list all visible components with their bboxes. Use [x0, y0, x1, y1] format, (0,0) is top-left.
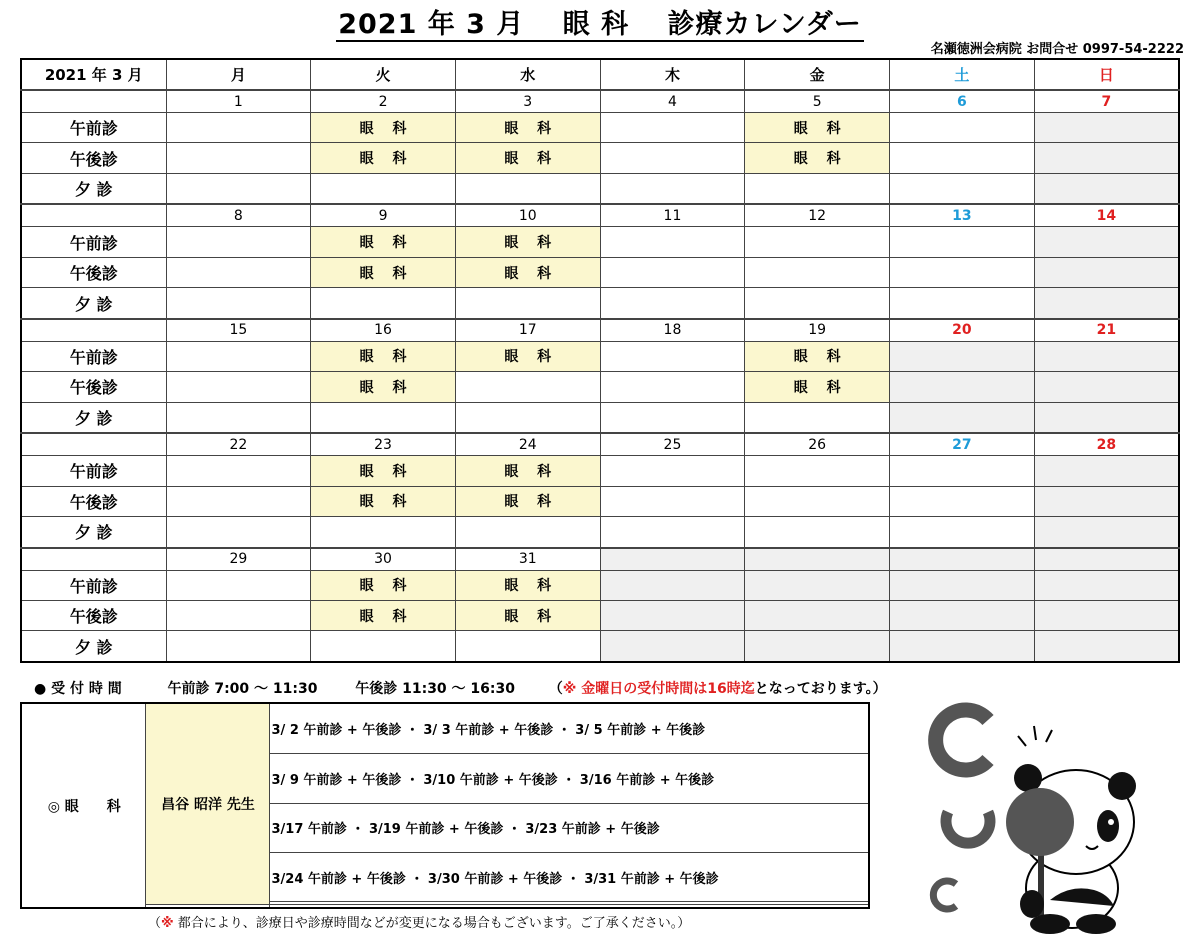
date-cell: 5 — [745, 90, 890, 113]
landolt-c-icon — [933, 710, 990, 909]
slot-cell — [166, 402, 311, 433]
footer-note-mark: ※ — [161, 916, 174, 931]
closed-cell — [1034, 257, 1179, 287]
closed-cell — [600, 631, 745, 662]
slot-cell — [890, 143, 1035, 173]
date-cell: 12 — [745, 204, 890, 227]
date-cell: 2 — [311, 90, 456, 113]
date-cell: 3 — [455, 90, 600, 113]
slot-cell — [745, 402, 890, 433]
closed-cell — [1034, 631, 1179, 662]
panda-icon — [1006, 726, 1136, 934]
date-cell: 9 — [311, 204, 456, 227]
slot-cell — [311, 173, 456, 204]
slot-cell — [890, 517, 1035, 548]
slot-cell — [600, 402, 745, 433]
date-row — [21, 90, 1179, 113]
slot-cell — [455, 631, 600, 662]
reception-note-rest: となっております。） — [754, 681, 887, 697]
page-title — [0, 2, 1200, 41]
clinic-open-cell: 眼 科 — [455, 257, 600, 287]
date-cell: 26 — [745, 433, 890, 456]
reception-hours-label: ● 受 付 時 間 — [34, 681, 122, 697]
date-cell: 28 — [1034, 433, 1179, 456]
date-cell: 17 — [455, 319, 600, 342]
clinic-open-cell: 眼 科 — [455, 113, 600, 143]
slot-row-pm — [21, 372, 1179, 402]
slot-cell — [600, 517, 745, 548]
closed-cell — [1034, 570, 1179, 600]
slot-cell — [600, 173, 745, 204]
slot-cell — [600, 227, 745, 257]
blank-cell — [21, 548, 166, 571]
calendar-table — [20, 58, 1180, 663]
clinic-open-cell: 眼 科 — [455, 456, 600, 486]
schedule-line: 3/17 午前診 ・ 3/19 午前診 + 午後診 ・ 3/23 午前診 + 午後診 — [269, 803, 869, 852]
slot-cell — [600, 113, 745, 143]
slot-cell — [890, 227, 1035, 257]
date-cell: 19 — [745, 319, 890, 342]
slot-cell — [890, 113, 1035, 143]
slot-cell — [166, 456, 311, 486]
closed-cell — [890, 402, 1035, 433]
slot-row-am — [21, 341, 1179, 371]
slot-cell — [600, 486, 745, 516]
closed-cell — [1034, 600, 1179, 630]
closed-cell — [1034, 486, 1179, 516]
clinic-open-cell: 眼 科 — [745, 341, 890, 371]
date-row — [21, 548, 1179, 571]
slot-cell — [455, 517, 600, 548]
slot-cell — [890, 173, 1035, 204]
date-cell: 29 — [166, 548, 311, 571]
clinic-open-cell: 眼 科 — [455, 486, 600, 516]
clinic-open-cell: 眼 科 — [745, 143, 890, 173]
slot-label-pm: 午後診 — [21, 372, 166, 402]
closed-cell — [1034, 173, 1179, 204]
clinic-open-cell: 眼 科 — [311, 143, 456, 173]
slot-label-evening: 夕 診 — [21, 402, 166, 433]
slot-cell — [455, 372, 600, 402]
slot-label-evening: 夕 診 — [21, 517, 166, 548]
slot-label-evening: 夕 診 — [21, 173, 166, 204]
slot-label-evening: 夕 診 — [21, 288, 166, 319]
clinic-open-cell: 眼 科 — [311, 113, 456, 143]
closed-cell — [1034, 341, 1179, 371]
slot-label-am: 午前診 — [21, 113, 166, 143]
clinic-open-cell: 眼 科 — [311, 257, 456, 287]
closed-cell — [890, 631, 1035, 662]
date-row — [21, 319, 1179, 342]
closed-cell — [890, 341, 1035, 371]
date-cell: 31 — [455, 548, 600, 571]
date-cell: 1 — [166, 90, 311, 113]
closed-cell — [1034, 288, 1179, 319]
date-cell: 18 — [600, 319, 745, 342]
slot-label-am: 午前診 — [21, 341, 166, 371]
slot-cell — [166, 173, 311, 204]
slot-cell — [600, 143, 745, 173]
doctor-name: 昌谷 昭洋 先生 — [145, 703, 269, 904]
date-cell: 6 — [890, 90, 1035, 113]
closed-cell — [1034, 517, 1179, 548]
slot-cell — [166, 113, 311, 143]
weekday-thu: 木 — [600, 59, 745, 90]
footer-note — [148, 912, 690, 931]
date-cell: 30 — [311, 548, 456, 571]
slot-cell — [166, 517, 311, 548]
slot-cell — [455, 173, 600, 204]
schedule-line: 3/ 2 午前診 + 午後診 ・ 3/ 3 午前診 + 午後診 ・ 3/ 5 午前診 + 午後診 — [269, 703, 869, 754]
blank-cell — [21, 433, 166, 456]
weekday-fri: 金 — [745, 59, 890, 90]
date-cell: 13 — [890, 204, 1035, 227]
slot-row-pm — [21, 600, 1179, 630]
calendar-header-row — [21, 59, 1179, 90]
clinic-open-cell: 眼 科 — [455, 600, 600, 630]
closed-cell — [1034, 227, 1179, 257]
clinic-open-cell: 眼 科 — [745, 372, 890, 402]
closed-cell — [1034, 548, 1179, 571]
slot-row-evening — [21, 517, 1179, 548]
slot-cell — [166, 143, 311, 173]
weekday-sun: 日 — [1034, 59, 1179, 90]
weekday-sat: 土 — [890, 59, 1035, 90]
date-cell: 24 — [455, 433, 600, 456]
closed-cell — [1034, 402, 1179, 433]
footer-note-open: （ — [148, 916, 162, 931]
date-cell: 27 — [890, 433, 1035, 456]
reception-note-friday: ※ 金曜日の受付時間は16時迄 — [562, 681, 755, 697]
closed-cell — [1034, 372, 1179, 402]
slot-cell — [166, 288, 311, 319]
slot-cell — [166, 570, 311, 600]
slot-cell — [745, 456, 890, 486]
date-cell: 15 — [166, 319, 311, 342]
slot-row-am — [21, 570, 1179, 600]
slot-cell — [745, 173, 890, 204]
date-cell: 22 — [166, 433, 311, 456]
clinic-open-cell: 眼 科 — [455, 143, 600, 173]
slot-cell — [600, 288, 745, 319]
date-cell: 16 — [311, 319, 456, 342]
date-cell: 20 — [890, 319, 1035, 342]
clinic-open-cell: 眼 科 — [311, 600, 456, 630]
slot-cell — [311, 288, 456, 319]
slot-cell — [745, 257, 890, 287]
slot-cell — [166, 372, 311, 402]
slot-cell — [745, 486, 890, 516]
weekday-mon: 月 — [166, 59, 311, 90]
slot-cell — [166, 600, 311, 630]
calendar-corner: 2021 年 3 月 — [21, 59, 166, 90]
closed-cell — [890, 600, 1035, 630]
clinic-open-cell: 眼 科 — [455, 341, 600, 371]
slot-row-am — [21, 227, 1179, 257]
date-cell: 23 — [311, 433, 456, 456]
date-cell: 10 — [455, 204, 600, 227]
date-cell: 8 — [166, 204, 311, 227]
slot-cell — [166, 341, 311, 371]
slot-label-evening: 夕 診 — [21, 631, 166, 662]
clinic-open-cell: 眼 科 — [455, 227, 600, 257]
date-cell: 25 — [600, 433, 745, 456]
date-row — [21, 204, 1179, 227]
closed-cell — [745, 631, 890, 662]
doctor-schedule-table — [20, 702, 870, 909]
slot-row-evening — [21, 402, 1179, 433]
slot-cell — [166, 486, 311, 516]
date-cell: 11 — [600, 204, 745, 227]
slot-cell — [890, 288, 1035, 319]
reception-hours-pm: 午後診 11:30 ～ 16:30 — [355, 681, 515, 697]
clinic-open-cell: 眼 科 — [311, 341, 456, 371]
slot-label-am: 午前診 — [21, 227, 166, 257]
schedule-line: 3/ 9 午前診 + 午後診 ・ 3/10 午前診 + 午後診 ・ 3/16 午前診 + 午後診 — [269, 754, 869, 803]
slot-row-evening — [21, 173, 1179, 204]
clinic-open-cell: 眼 科 — [455, 570, 600, 600]
eye-test-illustration — [900, 700, 1200, 938]
department-label: ◎ 眼 科 — [21, 703, 145, 908]
clinic-open-cell: 眼 科 — [311, 456, 456, 486]
closed-cell — [745, 600, 890, 630]
closed-cell — [745, 548, 890, 571]
closed-cell — [600, 570, 745, 600]
slot-row-evening — [21, 631, 1179, 662]
slot-cell — [311, 402, 456, 433]
closed-cell — [890, 372, 1035, 402]
reception-hours — [34, 678, 887, 698]
slot-cell — [455, 402, 600, 433]
date-row — [21, 433, 1179, 456]
reception-hours-am: 午前診 7:00 ～ 11:30 — [167, 681, 318, 697]
slot-cell — [455, 288, 600, 319]
slot-row-evening — [21, 288, 1179, 319]
blank-cell — [21, 90, 166, 113]
date-cell: 4 — [600, 90, 745, 113]
slot-cell — [600, 372, 745, 402]
date-cell: 7 — [1034, 90, 1179, 113]
slot-cell — [166, 631, 311, 662]
closed-cell — [600, 600, 745, 630]
closed-cell — [600, 548, 745, 571]
slot-cell — [600, 341, 745, 371]
closed-cell — [890, 548, 1035, 571]
page-title-text: 2021 年 3 月 眼 科 診療カレンダー — [338, 9, 862, 40]
clinic-open-cell: 眼 科 — [311, 486, 456, 516]
clinic-open-cell: 眼 科 — [311, 227, 456, 257]
closed-cell — [1034, 143, 1179, 173]
closed-cell — [1034, 456, 1179, 486]
closed-cell — [890, 570, 1035, 600]
closed-cell — [745, 570, 890, 600]
slot-row-pm — [21, 486, 1179, 516]
slot-label-pm: 午後診 — [21, 486, 166, 516]
slot-cell — [600, 257, 745, 287]
schedule-line: 3/24 午前診 + 午後診 ・ 3/30 午前診 + 午後診 ・ 3/31 午前診 + 午後診 — [269, 852, 869, 901]
schedule-line — [269, 904, 869, 908]
clinic-open-cell: 眼 科 — [745, 113, 890, 143]
slot-label-pm: 午後診 — [21, 143, 166, 173]
slot-cell — [311, 631, 456, 662]
slot-cell — [890, 486, 1035, 516]
slot-label-am: 午前診 — [21, 456, 166, 486]
blank-cell — [21, 319, 166, 342]
weekday-tue: 火 — [311, 59, 456, 90]
clinic-open-cell: 眼 科 — [311, 570, 456, 600]
slot-label-pm: 午後診 — [21, 600, 166, 630]
blank-cell — [145, 904, 269, 908]
slot-cell — [745, 227, 890, 257]
slot-cell — [890, 456, 1035, 486]
slot-row-pm — [21, 257, 1179, 287]
closed-cell — [1034, 113, 1179, 143]
date-cell: 14 — [1034, 204, 1179, 227]
clinic-open-cell: 眼 科 — [311, 372, 456, 402]
slot-cell — [600, 456, 745, 486]
reception-note-open: （ — [548, 681, 563, 697]
slot-row-pm — [21, 143, 1179, 173]
footer-note-text: 都合により、診療日や診療時間などが変更になる場合もございます。ご了承ください。） — [173, 916, 691, 931]
slot-cell — [166, 227, 311, 257]
slot-cell — [745, 288, 890, 319]
date-cell: 21 — [1034, 319, 1179, 342]
blank-cell — [21, 204, 166, 227]
slot-cell — [311, 517, 456, 548]
slot-label-pm: 午後診 — [21, 257, 166, 287]
slot-cell — [745, 517, 890, 548]
slot-row-am — [21, 113, 1179, 143]
slot-cell — [166, 257, 311, 287]
slot-row-am — [21, 456, 1179, 486]
slot-cell — [890, 257, 1035, 287]
weekday-wed: 水 — [455, 59, 600, 90]
slot-label-am: 午前診 — [21, 570, 166, 600]
contact-info: 名瀬徳洲会病院 お問合せ 0997-54-2222 — [930, 42, 1184, 57]
